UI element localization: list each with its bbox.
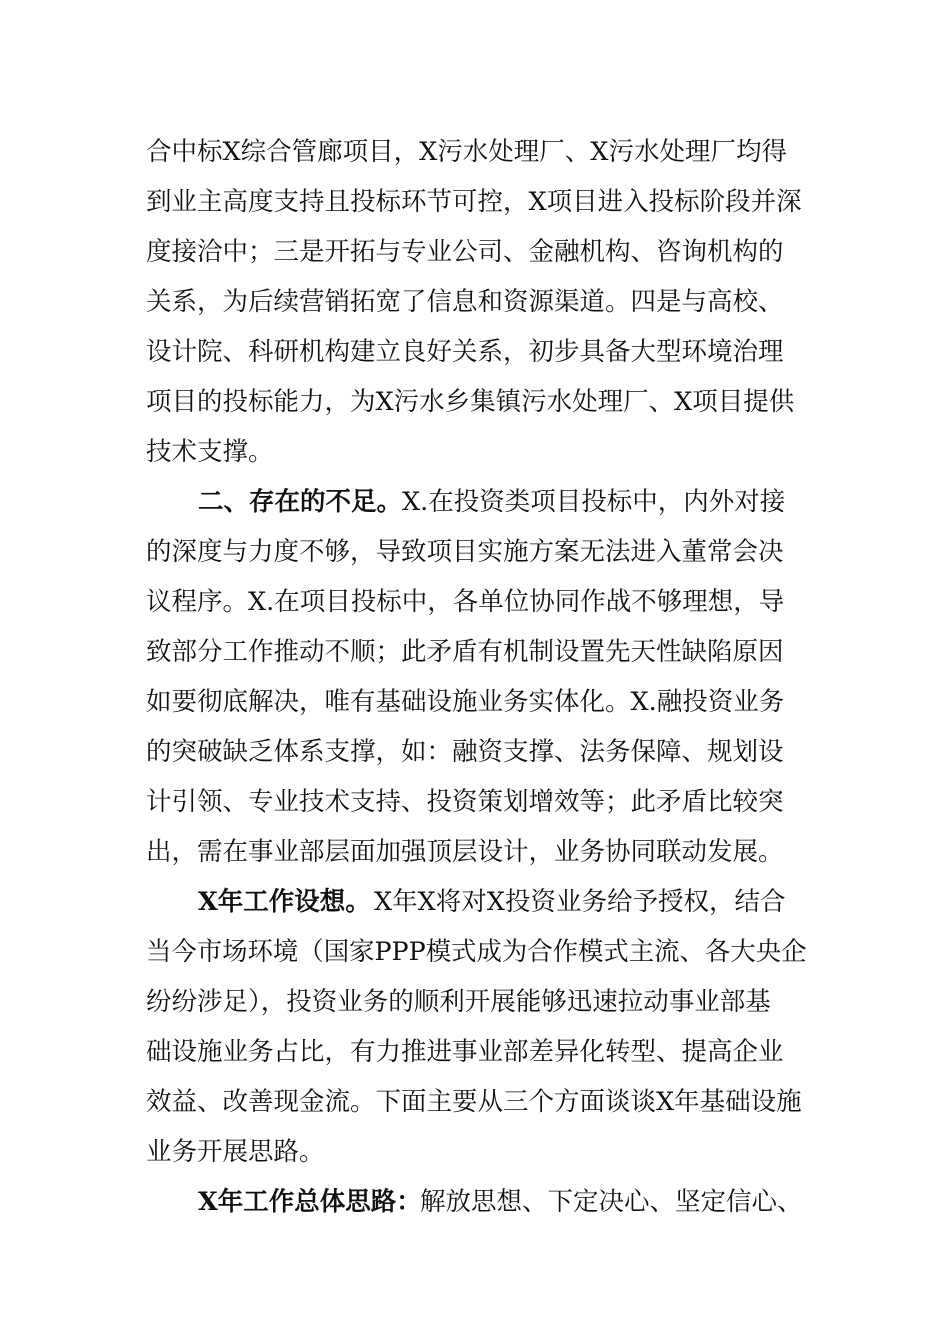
text-line-content: 础设施业务占比，有力推进事业部差异化转型、提高企业 [146,1037,784,1067]
text-line-content: 合中标X综合管廊项目，X污水处理厂、X污水处理厂均得 [146,137,787,167]
text-line-content: 设计院、科研机构建立良好关系，初步具备大型环境治理 [146,337,784,367]
text-line [0,977,950,1027]
text-line-content: 出，需在事业部层面加强顶层设计，业务协同联动发展。 [146,837,784,867]
text-line-content: 项目的投标能力，为X污水乡集镇污水处理厂、X项目提供 [146,387,795,417]
text-line-content: 计引领、专业技术支持、投资策划增效等；此矛盾比较突 [146,787,784,817]
text-line-content: 业务开展思路。 [146,1137,325,1167]
text-line [0,577,950,627]
text-line [0,227,950,277]
text-line-content: 如要彻底解决，唯有基础设施业务实体化。X.融投资业务 [146,687,785,717]
text-line [0,727,950,777]
text-line [0,1127,950,1177]
paragraph-first-line [0,877,950,927]
text-line [0,127,950,177]
text-line [0,777,950,827]
text-line [0,377,950,427]
paragraph-first-line [0,477,950,527]
text-line-content: 度接洽中；三是开拓与专业公司、金融机构、咨询机构的 [146,237,784,267]
text-line-content: 解放思想、下定决心、坚定信心、 [420,1187,803,1217]
text-line [0,427,950,477]
text-line-content: X年X将对X投资业务给予授权，结合 [374,887,786,917]
text-line-content: 技术支撑。 [146,437,274,467]
text-line [0,827,950,877]
text-line [0,277,950,327]
text-line-content: X.在投资类项目投标中，内外对接 [402,487,786,517]
section-heading: X年工作总体思路： [198,1187,422,1217]
text-line [0,1027,950,1077]
text-line [0,677,950,727]
section-heading: 二、存在的不足。 [198,487,403,517]
text-line-content: 的深度与力度不够，导致项目实施方案无法进入董常会决 [146,537,784,567]
text-line [0,627,950,677]
text-line-content: 效益、改善现金流。下面主要从三个方面谈谈X年基础设施 [146,1087,802,1117]
text-line-content: 当今市场环境（国家PPP模式成为合作模式主流、各大央企 [146,937,807,967]
text-line-content: 纷纷涉足），投资业务的顺利开展能够迅速拉动事业部基 [146,987,771,1017]
text-line-content: 关系，为后续营销拓宽了信息和资源渠道。四是与高校、 [146,287,784,317]
text-line [0,527,950,577]
text-line [0,177,950,227]
paragraph-first-line [0,1177,950,1227]
text-line [0,1077,950,1127]
text-line-content: 到业主高度支持且投标环节可控，X项目进入投标阶段并深 [146,187,802,217]
text-line-content: 致部分工作推动不顺；此矛盾有机制设置先天性缺陷原因 [146,637,784,667]
text-line-content: 议程序。X.在项目投标中，各单位协同作战不够理想，导 [146,587,785,617]
text-line [1,927,947,977]
section-heading: X年工作设想。 [198,887,371,917]
text-line [0,327,950,377]
text-line-content: 的突破缺乏体系支撑，如：融资支撑、法务保障、规划设 [146,737,784,767]
